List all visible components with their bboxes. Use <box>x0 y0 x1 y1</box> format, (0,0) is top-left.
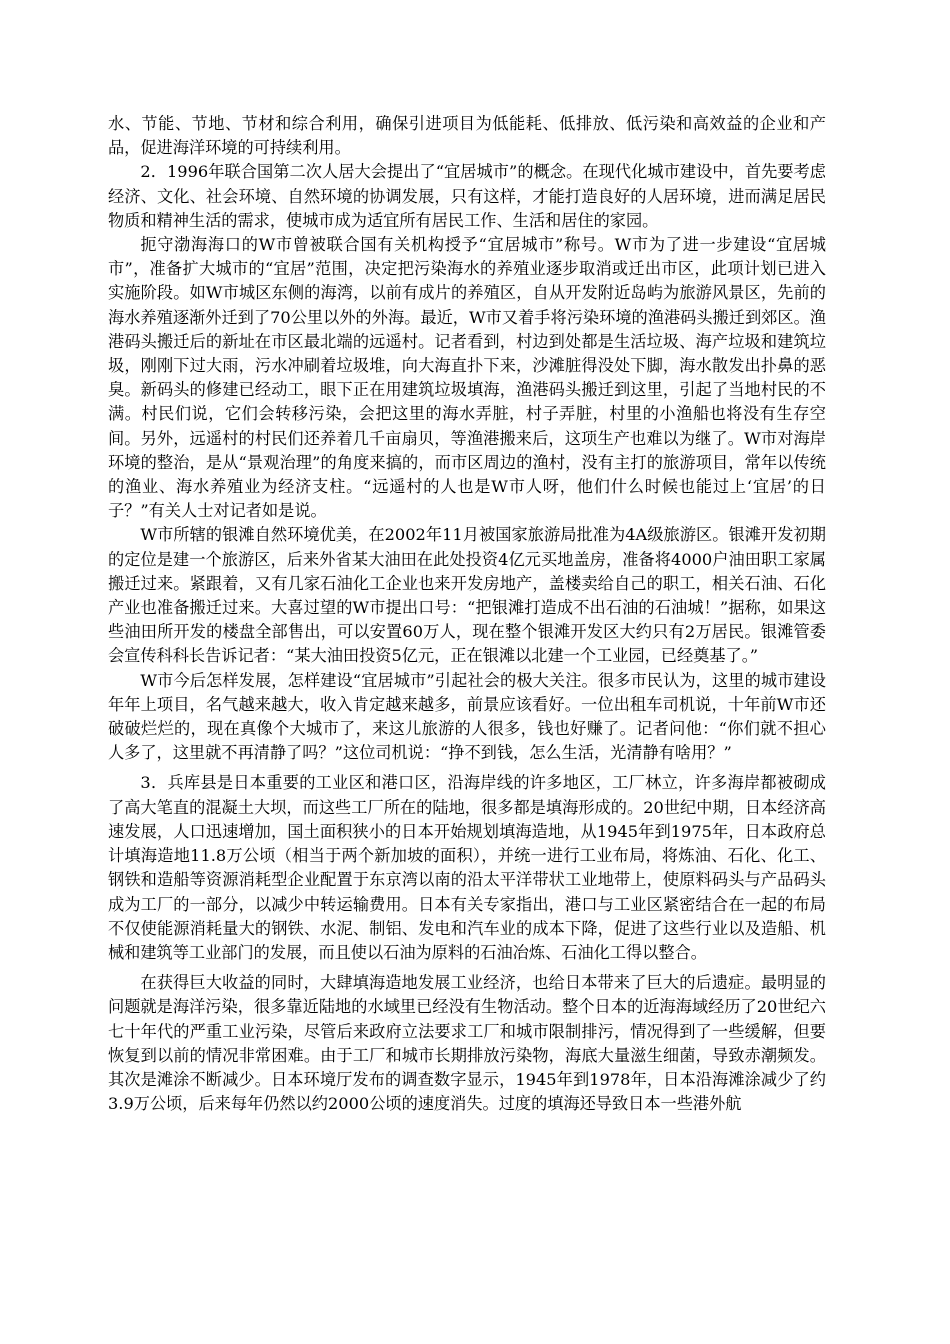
paragraph-hyogo-reclamation: 3．兵库县是日本重要的工业区和港口区，沿海岸线的许多地区，工厂林立，许多海岸都被砌成了高大笔直的混凝土大坝，而这些工厂所在的陆地，很多都是填海形成的。20世纪中期，日本经济高速发展，人口迅速增加，国土面积狭小的日本开始规划填海造地，从1945年到1975年，日本政府总计填海造地11.8万公顷（相当于两个新加坡的面积），并统一进行工业布局，将炼油、石化、化工、钢铁和造船等资源消耗型企业配置于东京湾以南的沿太平洋带状工业地带上，使原料码头与产品码头成为工厂的一部分，以减少中转运输费用。日本有关专家指出，港口与工业区紧密结合在一起的布局不仅使能源消耗量大的钢铁、水泥、制铝、发电和汽车业的成本下降，促进了这些行业以及造船、机械和建筑等工业部门的发展，而且使以石油为原料的石油冶炼、石油化工得以整合。 <box>108 773 826 962</box>
paragraph-continuation: 水、节能、节地、节材和综合利用，确保引进项目为低能耗、低排放、低污染和高效益的企业和产品，促进海洋环境的可持续利用。 <box>108 114 826 158</box>
paragraph-reclamation-aftermath: 在获得巨大收益的同时，大肆填海造地发展工业经济，也给日本带来了巨大的后遗症。最明显的问题就是海洋污染，很多靠近陆地的水域里已经没有生物活动。整个日本的近海海域经历了20世纪六七十年代的严重工业污染，尽管后来政府立法要求工厂和城市限制排污，情况得到了一些缓解，但要恢复到以前的情况非常困难。由于工厂和城市长期排放污染物，海底大量滋生细菌，导致赤潮频发。其次是滩涂不断减少。日本环境厅发布的调查数字显示，1945年到1978年，日本沿海滩涂减少了约3.9万公顷，后来每年仍然以约2000公顷的速度消失。过度的填海还导致日本一些港外航 <box>108 973 826 1114</box>
document-page <box>108 112 826 1116</box>
paragraph-w-city-fishing-port: 扼守渤海海口的W市曾被联合国有关机构授予“宜居城市”称号。W市为了进一步建设“宜居城市”，准备扩大城市的“宜居”范围，决定把污染海水的养殖业逐步取消或迁出市区，此项计划已进入实施阶段。如W市城区东侧的海湾，以前有成片的养殖区，自从开发附近岛屿为旅游风景区，先前的海水养殖逐渐外迁到了70公里以外的外海。最近，W市又着手将污染环境的渔港码头搬迁到郊区。渔港码头搬迁后的新址在市区最北端的远遥村。记者看到，村边到处都是生活垃圾、海产垃圾和建筑垃圾，刚刚下过大雨，污水冲刷着垃圾堆，向大海直扑下来，沙滩脏得没处下脚，海水散发出扑鼻的恶臭。新码头的修建已经动工，眼下正在用建筑垃圾填海，渔港码头搬迁到这里，引起了当地村民的不满。村民们说，它们会转移污染，会把这里的海水弄脏，村子弄脏，村里的小渔船也将没有生存空间。另外，远遥村的村民们还养着几千亩扇贝，等渔港搬来后，这项生产也难以为继了。W市对海岸环境的整治，是从“景观治理”的角度来搞的，而市区周边的渔村，没有主打的旅游项目，常年以传统的渔业、海水养殖业为经济支柱。“远遥村的人也是W市人呀，他们什么时候也能过上‘宜居’的日子？”有关人士对记者如是说。 <box>108 235 826 521</box>
paragraph-silver-beach: W市所辖的银滩自然环境优美，在2002年11月被国家旅游局批准为4A级旅游区。银滩开发初期的定位是建一个旅游区，后来外省某大油田在此处投资4亿元买地盖房，准备将4000户油田职工家属搬迁过来。紧跟着，又有几家石油化工企业也来开发房地产，盖楼卖给自己的职工，相关石油、石化产业也准备搬迁过来。大喜过望的W市提出口号：“把银滩打造成不出石油的石油城！”据称，如果这些油田所开发的楼盘全部售出，可以安置60万人，现在整个银滩开发区大约只有2万居民。银滩管委会宣传科科长告诉记者：“某大油田投资5亿元，正在银滩以北建一个工业园，已经奠基了。” <box>108 525 826 666</box>
paragraph-livable-city-concept: 2．1996年联合国第二次人居大会提出了“宜居城市”的概念。在现代化城市建设中，首先要考虑经济、文化、社会环境、自然环境的协调发展，只有这样，才能打造良好的人居环境，进而满足居民物质和精神生活的需求，使城市成为适宜所有居民工作、生活和居住的家园。 <box>108 162 826 230</box>
paragraph-w-city-future: W市今后怎样发展，怎样建设“宜居城市”引起社会的极大关注。很多市民认为，这里的城市建设年年上项目，名气越来越大，收入肯定越来越多，前景应该看好。一位出租车司机说，十年前W市还破破烂烂的，现在真像个大城市了，来这儿旅游的人很多，钱也好赚了。记者问他：“你们就不担心人多了，这里就不再清静了吗？”这位司机说：“挣不到钱，怎么生活，光清静有啥用？” <box>108 670 826 763</box>
